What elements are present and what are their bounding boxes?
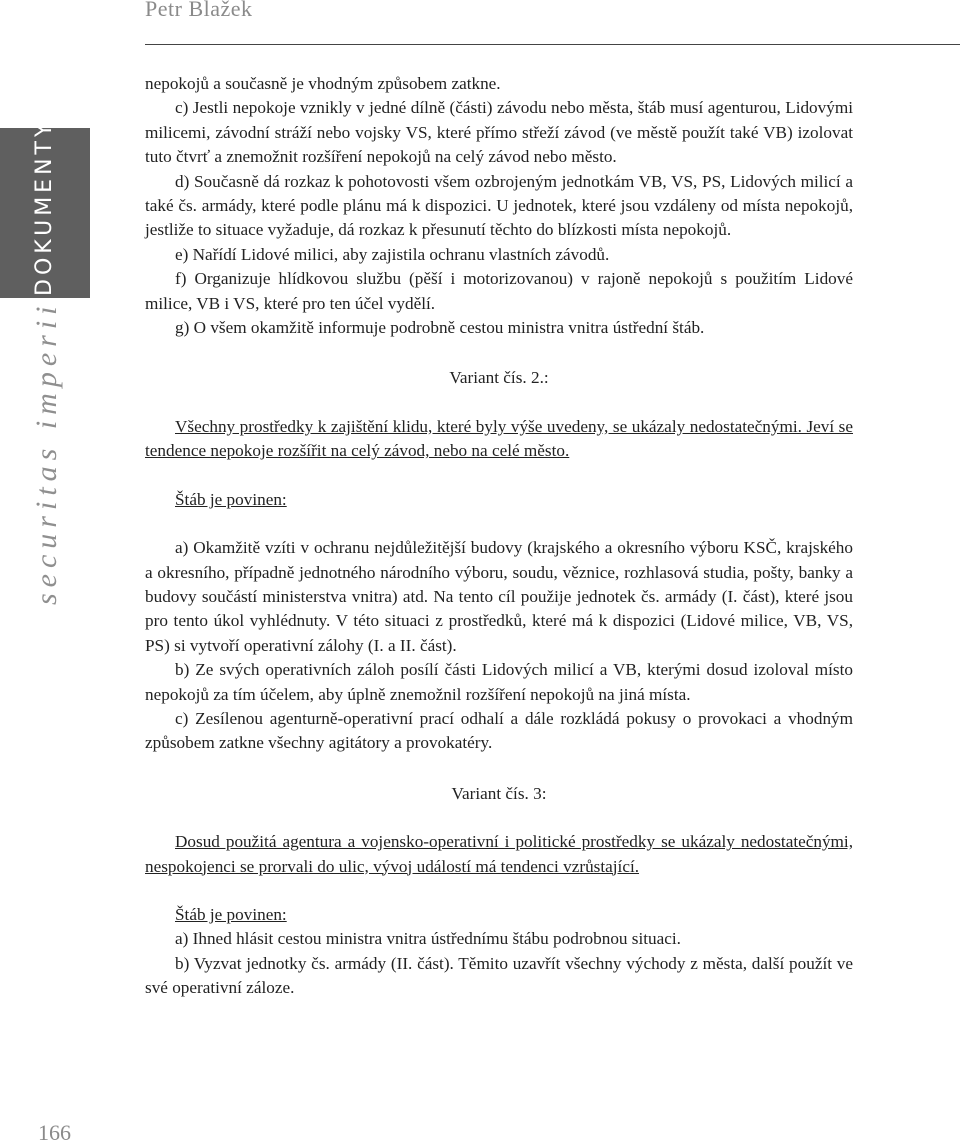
paragraph: nepokojů a současně je vhodným způsobem zatkne.	[145, 74, 501, 93]
variant-3-intro-text: Dosud použitá agentura a vojensko-operativní i politické prostředky se ukázaly nedostatečnými, nespokojenci se prorvali do ulic, vývoj událostí má tendenci vzrůstající.	[145, 832, 853, 876]
variant-3-staff-heading	[145, 903, 853, 927]
variant-3-heading: Variant čís. 3:	[451, 783, 547, 803]
variant-2-item-c: c) Zesílenou agenturně-operativní prací odhalí a dále rozkládá pokusy o provokaci a vhodným způsobem zatkne všechny agitátory a provokatéry.	[145, 708, 853, 753]
variant-2-intro-text: Všechny prostředky k zajištění klidu, které byly výše uvedeny, se ukázaly nedostatečnými. Jeví se tendence nepokoje rozšířit na celý závod, nebo na celé město.	[145, 416, 853, 461]
variant-3-staff-text: Štáb je povinen:	[175, 904, 287, 924]
sidebar-series-title: securitas imperii	[30, 300, 63, 605]
paragraph-f: f) Organizuje hlídkovou službu (pěší i motorizovanou) v rajoně nepokojů s použitím Lidové milice, VB i VS, které pro ten účel vydělí.	[145, 269, 853, 313]
variant-2-staff-heading	[145, 488, 853, 512]
variant-2-staff-text: Štáb je povinen:	[175, 489, 287, 509]
paragraph-e: e) Nařídí Lidové milici, aby zajistila ochranu vlastních závodů.	[175, 244, 610, 264]
page-number: 166	[38, 1120, 71, 1145]
variant-2-item-a: a) Okamžitě vzíti v ochranu nejdůležitější budovy (krajského a okresního výboru KSČ, krajského a okresního, případně jednotného národního výboru, soudu, věznice, rozhlasová studia, pošty, banky a budovy součástí ministerstva vnitra) atd. Na tento cíl použije jednotek čs. armády (I. část), které jsou pro tento úkol vyhlédnuty. V této situaci z prostředků, které má k dispozici (Lidové milice, VB, VS, PS) si vytvoří operativní zálohy (I. a II. část).	[145, 538, 853, 655]
running-header-author: Petr Blažek	[145, 0, 253, 21]
paragraph-g: g) O všem okamžitě informuje podrobně cestou ministra vnitra ústřední štáb.	[175, 318, 705, 338]
variant-3-item-b: b) Vyzvat jednotky čs. armády (II. část). Těmito uzavřít všechny východy z města, další použít ve své operativní záloze.	[145, 953, 853, 998]
variant-3-intro	[145, 830, 853, 879]
paragraph-d: d) Současně dá rozkaz k pohotovosti všem ozbrojeným jednotkám VB, VS, PS, Lidových milicí a také čs. armády, které podle plánu má k dispozici. U jednotek, které jsou vzdáleny od místa nepokojů, jestliže to situace vyžaduje, dá rozkaz k přesunutí těchto do blízkosti místa nepokojů.	[145, 171, 853, 240]
document-body	[145, 72, 853, 1001]
sidebar-section-label: DOKUMENTY	[32, 119, 57, 296]
variant-3-item-a: a) Ihned hlásit cestou ministra vnitra ústřednímu štábu podrobnou situaci.	[175, 929, 681, 949]
paragraph-c: c) Jestli nepokoje vznikly v jedné dílně (části) závodu nebo města, štáb musí agenturou, Lidovými milicemi, závodní stráží nebo vojsky VS, které přímo střeží závod (ve městě použít také VB) izolovat tuto čtvrť a znemožnit rozšíření nepokojů na celý závod nebo město.	[145, 98, 853, 167]
variant-2-heading: Variant čís. 2.:	[449, 368, 549, 388]
variant-2-intro	[145, 415, 853, 464]
variant-2-item-b: b) Ze svých operativních záloh posílí části Lidových milicí a VB, kterými dosud izoloval místo nepokojů za tím účelem, aby úplně znemožnil rozšíření nepokojů na jiná místa.	[145, 660, 853, 704]
header-rule	[145, 44, 960, 45]
